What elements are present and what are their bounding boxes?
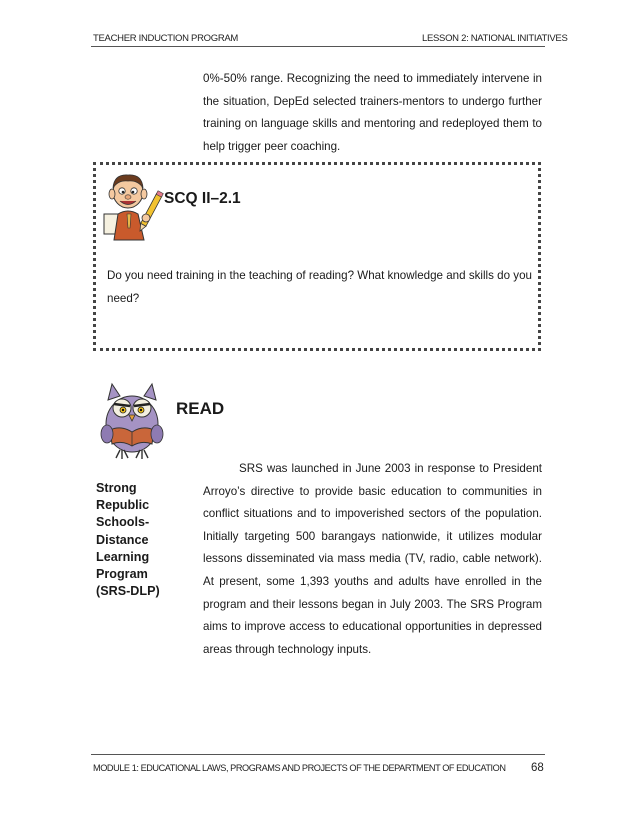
page-number: 68 xyxy=(531,762,544,774)
scq-title: SCQ II–2.1 xyxy=(164,190,241,207)
teacher-with-pencil-icon xyxy=(100,170,158,242)
header-lesson-title: LESSON 2: NATIONAL INITIATIVES xyxy=(422,33,568,44)
header-divider xyxy=(91,46,545,47)
footer-divider xyxy=(91,754,545,755)
read-title: READ xyxy=(176,399,225,418)
owl-reading-book-icon xyxy=(96,378,168,460)
srs-dlp-side-title: Strong Republic Schools-Distance Learning Program (SRS-DLP) xyxy=(96,481,160,599)
scq-question: Do you need training in the teaching of reading? What knowledge and skills do you need? xyxy=(107,269,532,305)
footer-module-title: MODULE 1: EDUCATIONAL LAWS, PROGRAMS AND PROJECTS OF THE DEPARTMENT OF EDUCATION xyxy=(93,763,506,773)
scq-box xyxy=(93,162,541,351)
intro-paragraph: 0%-50% range. Recognizing the need to immediately intervene in the situation, DepEd selected trainers-mentors to undergo further training on language skills and mentoring and redeployed them to help trigger peer coaching. xyxy=(203,72,542,153)
header-program-title: TEACHER INDUCTION PROGRAM xyxy=(93,33,239,44)
srs-paragraph-block xyxy=(203,458,542,661)
srs-paragraph: SRS was launched in June 2003 in response to President Arroyo’s directive to provide basic education to communities in conflict situations and to impoverished sectors of the population. Initially targeting 500 barangays nationwide, it utilizes modular lessons disseminated via mass media (TV, radio, cable network). At present, some 1,393 youths and adults have enrolled in the program and their lessons began in July 2003. The SRS Program aims to improve access to educational opportunities in depressed areas through technology inputs. xyxy=(203,462,542,656)
